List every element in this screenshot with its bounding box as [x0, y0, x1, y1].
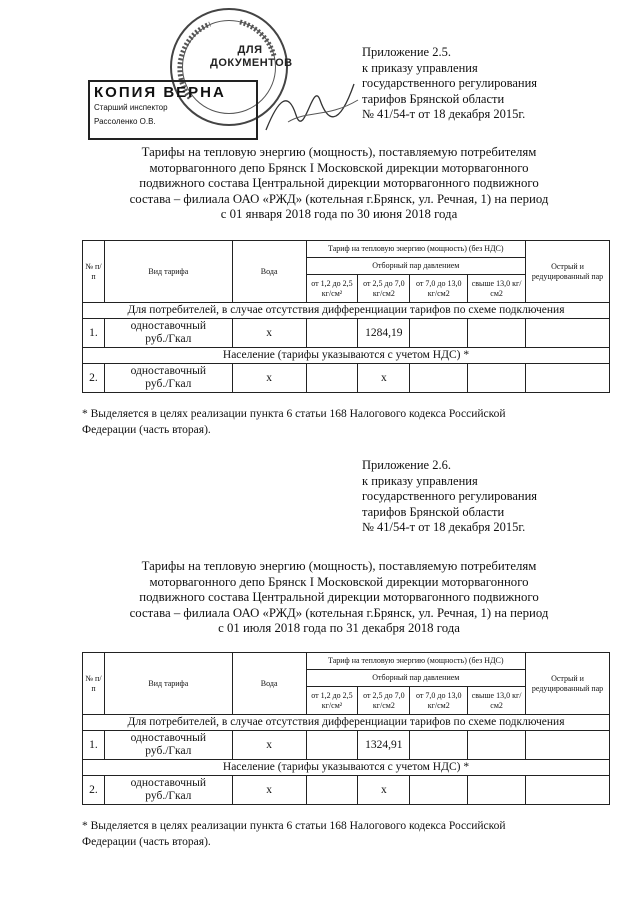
row-tariff-type: одноставочный руб./Гкал [104, 776, 232, 805]
appendix-line: государственного регулирования [362, 489, 538, 503]
row-pressure-1 [306, 776, 358, 805]
appendix-2-6-block [362, 458, 562, 536]
header-steam-group: Отборный пар давлением [306, 258, 526, 275]
heading-line: состава – филиала ОАО «РЖД» (котельная г.Брянск, ул. Речная, 1) на период [129, 605, 549, 620]
header-tariff-type: Вид тарифа [104, 241, 232, 303]
tariff-table-1 [82, 240, 610, 393]
footnote-1 [82, 406, 602, 438]
row-pressure-1 [306, 319, 358, 348]
row-sharp-steam [526, 776, 610, 805]
footnote-2 [82, 818, 602, 850]
header-pressure-1: от 1,2 до 2,5 кг/см² [306, 687, 358, 715]
header-tariff-group: Тариф на тепловую энергию (мощность) (без НДС) [306, 241, 526, 258]
header-pressure-3: от 7,0 до 13,0 кг/см2 [410, 687, 468, 715]
heading-line: моторвагонного депо Брянск I Московской дирекции моторвагонного [149, 160, 529, 175]
tariff-heading-2 [108, 559, 570, 637]
row-pressure-2: 1324,91 [358, 731, 410, 760]
header-num: № п/п [83, 241, 105, 303]
header-num: № п/п [83, 653, 105, 715]
copy-stamp-position: Старший инспектор [94, 103, 168, 112]
row-pressure-4 [468, 776, 526, 805]
header-tariff-type: Вид тарифа [104, 653, 232, 715]
appendix-line: к приказу управления [362, 60, 478, 75]
row-sharp-steam [526, 319, 610, 348]
handwritten-signature [258, 60, 368, 150]
header-sharp-steam: Острый и редуцированный пар [526, 653, 610, 715]
row-num: 1. [83, 319, 105, 348]
appendix-line: тарифов Брянской области [362, 91, 505, 106]
row-pressure-3 [410, 364, 468, 393]
row-pressure-2: 1284,19 [358, 319, 410, 348]
row-tariff-type: одноставочный руб./Гкал [104, 364, 232, 393]
appendix-order-number: № 41/54-т от 18 декабря 2015г. [362, 520, 526, 534]
row-water: x [232, 731, 306, 760]
row-pressure-3 [410, 731, 468, 760]
table-row [83, 731, 610, 760]
row-pressure-4 [468, 731, 526, 760]
row-pressure-3 [410, 776, 468, 805]
header-pressure-2: от 2,5 до 7,0 кг/см2 [358, 687, 410, 715]
heading-line: Тарифы на тепловую энергию (мощность), поставляемую потребителям [141, 145, 537, 159]
copy-certified-stamp [88, 80, 258, 140]
header-sharp-steam: Острый и редуцированный пар [526, 241, 610, 303]
heading-line: Тарифы на тепловую энергию (мощность), поставляемую потребителям [141, 559, 537, 573]
row-water: x [232, 776, 306, 805]
copy-stamp-title: КОПИЯ ВЕРНА [94, 84, 226, 101]
header-pressure-4: свыше 13,0 кг/см2 [468, 687, 526, 715]
appendix-title: Приложение 2.5. [362, 45, 451, 59]
row-tariff-type: одноставочный руб./Гкал [104, 731, 232, 760]
row-pressure-1 [306, 731, 358, 760]
footnote-line: Федерации (часть вторая). [82, 836, 211, 848]
appendix-line: к приказу управления [362, 473, 478, 488]
row-pressure-3 [410, 319, 468, 348]
header-steam-group: Отборный пар давлением [306, 670, 526, 687]
row-sharp-steam [526, 731, 610, 760]
tariff-heading-1 [108, 145, 570, 223]
seal-center-text: ДЛЯ ДОКУМЕНТОВ [210, 44, 293, 69]
row-num: 1. [83, 731, 105, 760]
heading-period: с 01 июля 2018 года по 31 декабря 2018 года [218, 621, 460, 636]
header-pressure-4: свыше 13,0 кг/см2 [468, 275, 526, 303]
appendix-2-5-block [362, 45, 562, 123]
header-water: Вода [232, 241, 306, 303]
row-num: 2. [83, 776, 105, 805]
heading-period: с 01 января 2018 года по 30 июня 2018 года [220, 207, 458, 222]
header-tariff-group: Тариф на тепловую энергию (мощность) (без НДС) [306, 653, 526, 670]
heading-line: состава – филиала ОАО «РЖД» (котельная г.Брянск, ул. Речная, 1) на период [129, 191, 549, 206]
table-row [83, 364, 610, 393]
appendix-order-number: № 41/54-т от 18 декабря 2015г. [362, 107, 526, 121]
row-pressure-2: x [358, 364, 410, 393]
row-water: x [232, 319, 306, 348]
row-pressure-4 [468, 319, 526, 348]
heading-line: подвижного состава Центральной дирекции моторвагонного подвижного [139, 590, 539, 605]
footnote-line: * Выделяется в целях реализации пункта 6 статьи 168 Налогового кодекса Российской [82, 408, 506, 420]
heading-line: моторвагонного депо Брянск I Московской дирекции моторвагонного [149, 574, 529, 589]
header-water: Вода [232, 653, 306, 715]
row-water: x [232, 364, 306, 393]
section-row-population: Население (тарифы указываются с учетом НДС) * [83, 348, 610, 364]
row-pressure-1 [306, 364, 358, 393]
section-row-population: Население (тарифы указываются с учетом НДС) * [83, 760, 610, 776]
header-pressure-3: от 7,0 до 13,0 кг/см2 [410, 275, 468, 303]
row-pressure-2: x [358, 776, 410, 805]
section-row-consumers: Для потребителей, в случае отсутствия дифференциации тарифов по схеме подключения [83, 715, 610, 731]
table-row [83, 319, 610, 348]
tariff-table-2 [82, 652, 610, 805]
appendix-title: Приложение 2.6. [362, 458, 451, 472]
footnote-line: Федерации (часть вторая). [82, 424, 211, 436]
copy-stamp-name: Рассоленко О.В. [94, 117, 156, 126]
row-tariff-type: одноставочный руб./Гкал [104, 319, 232, 348]
section-row-consumers: Для потребителей, в случае отсутствия дифференциации тарифов по схеме подключения [83, 303, 610, 319]
row-num: 2. [83, 364, 105, 393]
footnote-line: * Выделяется в целях реализации пункта 6 статьи 168 Налогового кодекса Российской [82, 820, 506, 832]
row-sharp-steam [526, 364, 610, 393]
header-pressure-2: от 2,5 до 7,0 кг/см2 [358, 275, 410, 303]
header-pressure-1: от 1,2 до 2,5 кг/см² [306, 275, 358, 303]
appendix-line: тарифов Брянской области [362, 504, 505, 519]
appendix-line: государственного регулирования [362, 76, 538, 90]
row-pressure-4 [468, 364, 526, 393]
heading-line: подвижного состава Центральной дирекции моторвагонного подвижного [139, 176, 539, 191]
table-row [83, 776, 610, 805]
